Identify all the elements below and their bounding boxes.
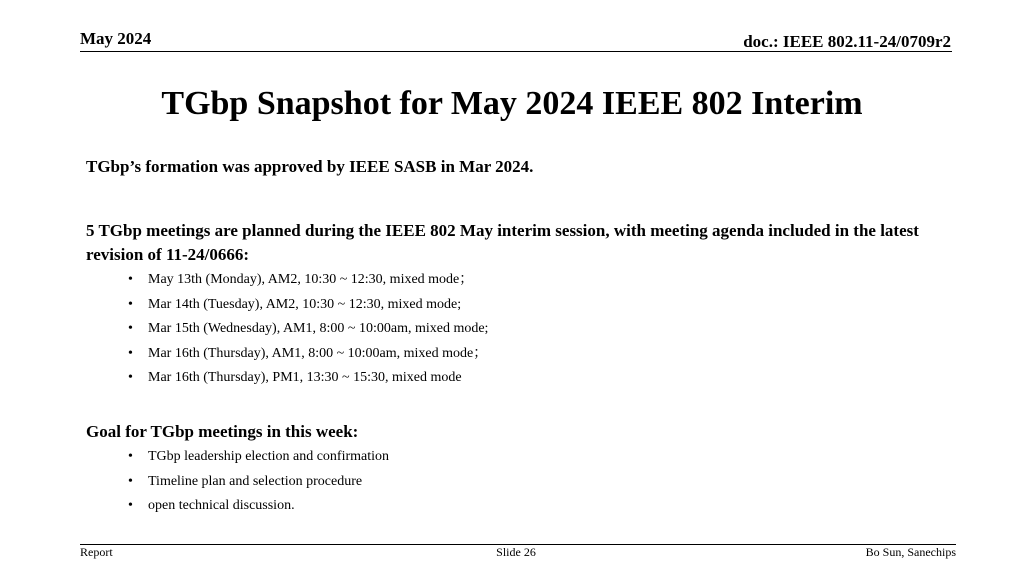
header-date: May 2024: [80, 29, 152, 48]
list-item: • Mar 16th (Thursday), AM1, 8:00 ~ 10:00am, mixed mode；: [128, 342, 488, 367]
list-item: • Mar 14th (Tuesday), AM2, 10:30 ~ 12:30, mixed mode;: [128, 293, 488, 318]
footer-author: Bo Sun, Sanechips: [865, 545, 956, 559]
meetings-list: [128, 268, 488, 391]
header-divider: [80, 51, 952, 52]
list-item: • May 13th (Monday), AM2, 10:30 ~ 12:30, mixed mode；: [128, 268, 488, 293]
list-item: • Mar 16th (Thursday), PM1, 13:30 ~ 15:30, mixed mode: [128, 366, 488, 391]
formation-paragraph: TGbp’s formation was approved by IEEE SASB in Mar 2024.: [86, 157, 534, 176]
list-item: • open technical discussion.: [128, 494, 389, 519]
list-item: • TGbp leadership election and confirmation: [128, 445, 389, 470]
header-doc-id: doc.: IEEE 802.11-24/0709r2: [743, 32, 951, 51]
list-item: • Mar 15th (Wednesday), AM1, 8:00 ~ 10:00am, mixed mode;: [128, 317, 488, 342]
goal-heading: Goal for TGbp meetings in this week:: [86, 422, 359, 441]
meetings-intro-paragraph: 5 TGbp meetings are planned during the IEEE 802 May interim session, with meeting agenda included in the latest revision of 11-24/0666:: [86, 221, 919, 264]
list-item: • Timeline plan and selection procedure: [128, 470, 389, 495]
goals-list: [128, 445, 389, 519]
footer-left-label: Report: [80, 545, 113, 559]
slide-number: Slide 26: [496, 545, 536, 559]
slide-title: TGbp Snapshot for May 2024 IEEE 802 Interim: [161, 85, 863, 122]
